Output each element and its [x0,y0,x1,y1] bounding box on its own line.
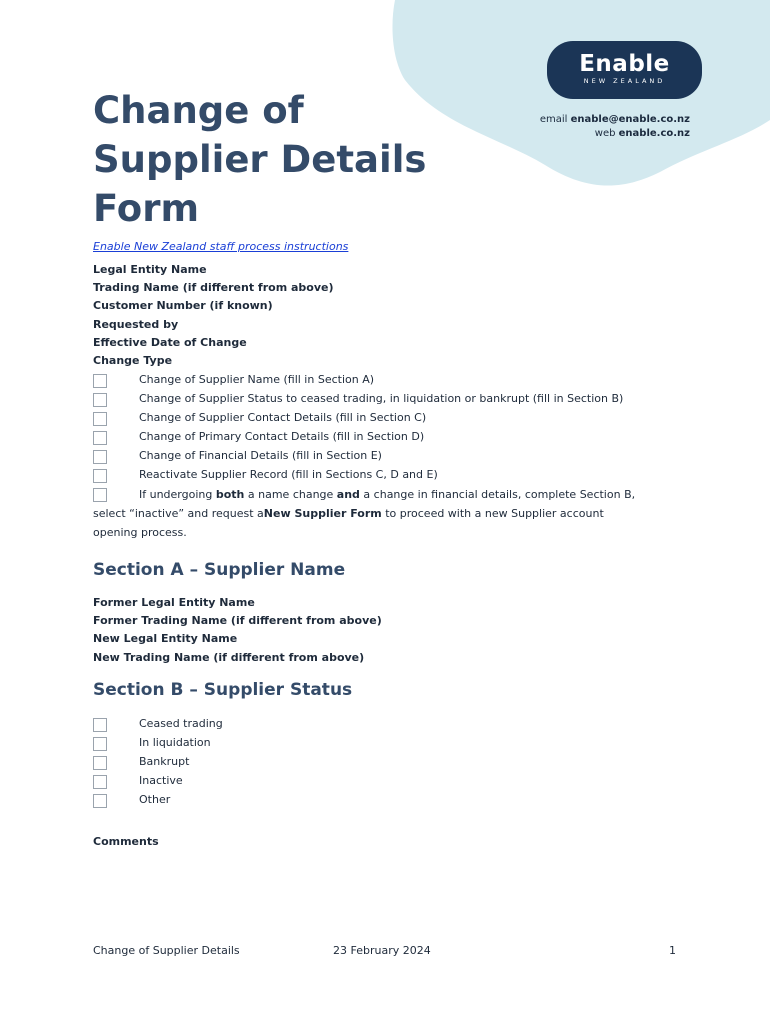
page-title: Change of Supplier Details Form [93,89,427,230]
requested-by-label: Requested by [93,318,179,331]
footer-date: 23 February 2024 [333,944,431,957]
checkbox[interactable] [93,431,107,445]
contact-info: email enable@enable.co.nz web enable.co.nz [539,114,690,139]
checkbox[interactable] [93,718,107,732]
section-a-heading: Section A – Supplier Name [93,560,346,580]
legal-entity-name-label: Legal Entity Name [93,263,207,276]
checkbox[interactable] [93,412,107,426]
footer-doc-name: Change of Supplier Details [93,944,240,957]
checkbox[interactable] [93,794,107,808]
new-legal-entity-label: New Legal Entity Name [93,632,238,645]
checkbox[interactable] [93,775,107,789]
comments-label: Comments [93,835,159,848]
former-legal-entity-label: Former Legal Entity Name [93,596,255,609]
web-link[interactable]: enable.co.nz [618,128,690,139]
checkbox[interactable] [93,756,107,770]
checkbox[interactable] [93,374,107,388]
checkbox[interactable] [93,469,107,483]
email-link[interactable]: enable@enable.co.nz [570,114,690,125]
checkbox[interactable] [93,737,107,751]
checkbox[interactable] [93,450,107,464]
enable-logo: Enable NEW ZEALAND [547,41,702,99]
new-trading-name-label: New Trading Name (if different from above) [93,651,365,664]
note-paragraph: If undergoing both a name change and a change in financial details, complete Section B, select “inactive” and request aNew Supplier Form to proceed with a new Supplier account opening process. [93,488,636,539]
staff-instructions-link[interactable]: Enable New Zealand staff process instructions [93,240,349,253]
checkbox[interactable] [93,393,107,407]
footer-page-number: 1 [669,944,676,957]
customer-number-label: Customer Number (if known) [93,299,273,312]
effective-date-label: Effective Date of Change [93,336,247,349]
change-type-label: Change Type [93,354,173,367]
section-b-heading: Section B – Supplier Status [93,680,353,700]
former-trading-name-label: Former Trading Name (if different from above) [93,614,382,627]
trading-name-label: Trading Name (if different from above) [93,281,334,294]
